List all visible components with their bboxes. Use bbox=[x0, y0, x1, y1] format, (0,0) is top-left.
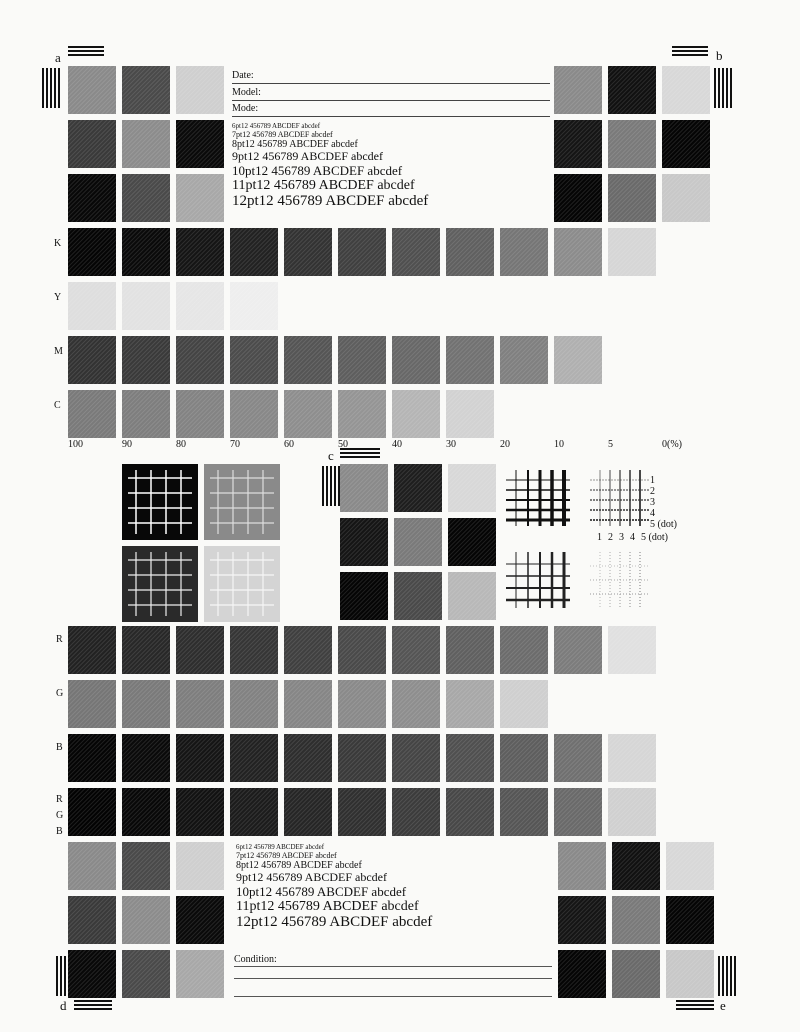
date-field bbox=[232, 70, 550, 84]
k-patch bbox=[338, 228, 386, 276]
patch bbox=[448, 572, 496, 620]
b-patch bbox=[284, 734, 332, 782]
k-patch bbox=[284, 228, 332, 276]
m-patch bbox=[338, 336, 386, 384]
percent-label: 90 bbox=[122, 439, 132, 450]
text-sample-9pt: 9pt12 456789 ABCDEF abcdef bbox=[232, 149, 383, 164]
row-label-rgb-r: R bbox=[56, 794, 63, 805]
m-patch bbox=[230, 336, 278, 384]
m-patch bbox=[554, 336, 602, 384]
k-patch bbox=[500, 228, 548, 276]
dot-scale-vertical-1: 1 bbox=[650, 475, 655, 486]
c-patch bbox=[68, 390, 116, 438]
row-label-b: B bbox=[56, 742, 63, 753]
patch bbox=[340, 572, 388, 620]
mode-field bbox=[232, 103, 550, 117]
patch bbox=[554, 66, 602, 114]
corner-label-c: c bbox=[328, 448, 334, 463]
patch bbox=[662, 120, 710, 168]
patch bbox=[122, 120, 170, 168]
calibration-mark-d bbox=[74, 1000, 112, 1012]
k-patch bbox=[446, 228, 494, 276]
patch bbox=[122, 896, 170, 944]
patch bbox=[612, 950, 660, 998]
patch bbox=[176, 120, 224, 168]
patch bbox=[68, 896, 116, 944]
m-patch bbox=[284, 336, 332, 384]
r-patch bbox=[176, 626, 224, 674]
b-patch bbox=[176, 734, 224, 782]
b-patch bbox=[554, 734, 602, 782]
corner-label-e: e bbox=[720, 998, 726, 1013]
calibration-bars-e bbox=[718, 956, 736, 996]
k-patch bbox=[122, 228, 170, 276]
patch bbox=[176, 174, 224, 222]
calibration-mark-b bbox=[672, 46, 708, 58]
text-sample-block-bottom bbox=[236, 844, 432, 931]
grid-pattern-white-on-dark bbox=[122, 546, 198, 622]
patch bbox=[448, 518, 496, 566]
k-patch bbox=[392, 228, 440, 276]
rgb-patch bbox=[122, 788, 170, 836]
y-patch bbox=[122, 282, 170, 330]
text-sample-11pt: 11pt12 456789 ABCDEF abcdef bbox=[236, 898, 419, 914]
percent-label: 30 bbox=[446, 439, 456, 450]
grid-pattern-white-on-black bbox=[122, 464, 198, 540]
r-patch bbox=[230, 626, 278, 674]
patch bbox=[176, 896, 224, 944]
percent-label: 70 bbox=[230, 439, 240, 450]
r-patch bbox=[392, 626, 440, 674]
rgb-patch bbox=[338, 788, 386, 836]
percent-label: 10 bbox=[554, 439, 564, 450]
percent-label: 0(%) bbox=[662, 439, 682, 450]
patch bbox=[176, 950, 224, 998]
dot-scale-horizontal-3: 3 bbox=[619, 532, 624, 543]
row-label-k: K bbox=[54, 238, 62, 249]
c-patch bbox=[446, 390, 494, 438]
rgb-patch bbox=[446, 788, 494, 836]
patch bbox=[122, 174, 170, 222]
calibration-bars-a bbox=[42, 68, 60, 108]
rgb-patch bbox=[500, 788, 548, 836]
rgb-patch bbox=[176, 788, 224, 836]
row-label-rgb-g: G bbox=[56, 810, 64, 821]
dot-scale-horizontal-5: 5 (dot) bbox=[641, 532, 668, 543]
patch bbox=[340, 464, 388, 512]
m-patch bbox=[68, 336, 116, 384]
b-patch bbox=[392, 734, 440, 782]
patch bbox=[122, 950, 170, 998]
condition-line bbox=[234, 978, 552, 979]
line-pattern-thin bbox=[590, 470, 650, 526]
c-patch bbox=[230, 390, 278, 438]
r-patch bbox=[554, 626, 602, 674]
percent-label: 100 bbox=[68, 439, 83, 450]
model-field bbox=[232, 87, 550, 101]
patch bbox=[666, 950, 714, 998]
patch bbox=[666, 842, 714, 890]
r-patch bbox=[446, 626, 494, 674]
b-patch bbox=[122, 734, 170, 782]
calibration-mark-e bbox=[676, 1000, 714, 1012]
patch bbox=[558, 842, 606, 890]
row-label-r: R bbox=[56, 634, 63, 645]
r-patch bbox=[284, 626, 332, 674]
patch bbox=[68, 66, 116, 114]
rgb-patch bbox=[608, 788, 656, 836]
b-patch bbox=[608, 734, 656, 782]
patch bbox=[394, 464, 442, 512]
condition-field bbox=[234, 954, 552, 967]
patch bbox=[608, 66, 656, 114]
b-patch bbox=[446, 734, 494, 782]
dot-scale-horizontal-2: 2 bbox=[608, 532, 613, 543]
text-sample-7pt: 7pt12 456789 ABCDEF abcdef bbox=[232, 129, 333, 139]
text-sample-9pt: 9pt12 456789 ABCDEF abcdef bbox=[236, 870, 387, 885]
g-patch bbox=[446, 680, 494, 728]
b-patch bbox=[230, 734, 278, 782]
patch bbox=[68, 120, 116, 168]
g-patch bbox=[122, 680, 170, 728]
c-patch bbox=[338, 390, 386, 438]
calibration-bars-c bbox=[322, 466, 340, 506]
r-patch bbox=[500, 626, 548, 674]
k-patch bbox=[68, 228, 116, 276]
date-label: Date: bbox=[232, 70, 254, 81]
y-patch bbox=[230, 282, 278, 330]
y-patch bbox=[68, 282, 116, 330]
text-sample-8pt: 8pt12 456789 ABCDEF abcdef bbox=[236, 860, 362, 872]
grid-pattern-white-on-gray bbox=[204, 464, 280, 540]
rgb-patch bbox=[68, 788, 116, 836]
patch bbox=[608, 120, 656, 168]
row-label-g: G bbox=[56, 688, 64, 699]
r-patch bbox=[68, 626, 116, 674]
patch bbox=[558, 950, 606, 998]
patch bbox=[662, 174, 710, 222]
row-label-m: M bbox=[54, 346, 63, 357]
percent-label: 50 bbox=[338, 439, 348, 450]
g-patch bbox=[338, 680, 386, 728]
b-patch bbox=[338, 734, 386, 782]
r-patch bbox=[122, 626, 170, 674]
text-sample-10pt: 10pt12 456789 ABCDEF abcdef bbox=[232, 162, 403, 178]
text-sample-12pt: 12pt12 456789 ABCDEF abcdef bbox=[236, 914, 433, 931]
patch bbox=[554, 120, 602, 168]
percent-label: 60 bbox=[284, 439, 294, 450]
g-patch bbox=[68, 680, 116, 728]
rgb-patch bbox=[554, 788, 602, 836]
percent-label: 80 bbox=[176, 439, 186, 450]
patch bbox=[176, 66, 224, 114]
c-patch bbox=[284, 390, 332, 438]
text-sample-10pt: 10pt12 456789 ABCDEF abcdef bbox=[236, 883, 407, 899]
percent-label: 5 bbox=[608, 439, 613, 450]
line-pattern-thick bbox=[506, 470, 570, 526]
row-label-rgb-b: B bbox=[56, 826, 63, 837]
k-patch bbox=[608, 228, 656, 276]
text-sample-7pt: 7pt12 456789 ABCDEF abcdef bbox=[236, 850, 337, 860]
patch bbox=[666, 896, 714, 944]
text-sample-8pt: 8pt12 456789 ABCDEF abcdef bbox=[232, 139, 358, 151]
patch bbox=[662, 66, 710, 114]
patch bbox=[612, 896, 660, 944]
b-patch bbox=[68, 734, 116, 782]
g-patch bbox=[176, 680, 224, 728]
g-patch bbox=[500, 680, 548, 728]
patch bbox=[558, 896, 606, 944]
percent-label: 20 bbox=[500, 439, 510, 450]
condition-line bbox=[234, 996, 552, 997]
b-patch bbox=[500, 734, 548, 782]
text-sample-6pt: 6pt12 456789 ABCDEF abcdef bbox=[236, 843, 325, 851]
patch bbox=[608, 174, 656, 222]
corner-label-a: a bbox=[55, 50, 61, 65]
row-label-y: Y bbox=[54, 292, 62, 303]
patch bbox=[176, 842, 224, 890]
corner-label-b: b bbox=[716, 48, 723, 63]
patch bbox=[612, 842, 660, 890]
g-patch bbox=[284, 680, 332, 728]
text-sample-12pt: 12pt12 456789 ABCDEF abcdef bbox=[232, 193, 429, 210]
rgb-patch bbox=[230, 788, 278, 836]
corner-label-d: d bbox=[60, 998, 67, 1013]
text-sample-block-top bbox=[232, 123, 428, 210]
dot-scale-vertical-3: 3 bbox=[650, 497, 655, 508]
m-patch bbox=[446, 336, 494, 384]
c-patch bbox=[176, 390, 224, 438]
dot-scale-vertical-4: 4 bbox=[650, 508, 655, 519]
percent-label: 40 bbox=[392, 439, 402, 450]
text-sample-11pt: 11pt12 456789 ABCDEF abcdef bbox=[232, 177, 415, 193]
patch bbox=[68, 174, 116, 222]
text-sample-6pt: 6pt12 456789 ABCDEF abcdef bbox=[232, 122, 321, 130]
c-patch bbox=[122, 390, 170, 438]
patch bbox=[554, 174, 602, 222]
dot-scale-horizontal-4: 4 bbox=[630, 532, 635, 543]
rgb-patch bbox=[284, 788, 332, 836]
k-patch bbox=[554, 228, 602, 276]
dot-scale-vertical-5: 5 (dot) bbox=[650, 519, 677, 530]
m-patch bbox=[500, 336, 548, 384]
patch bbox=[394, 572, 442, 620]
patch bbox=[448, 464, 496, 512]
m-patch bbox=[392, 336, 440, 384]
k-patch bbox=[176, 228, 224, 276]
model-label: Model: bbox=[232, 87, 261, 98]
m-patch bbox=[122, 336, 170, 384]
y-patch bbox=[176, 282, 224, 330]
c-patch bbox=[392, 390, 440, 438]
patch bbox=[394, 518, 442, 566]
g-patch bbox=[230, 680, 278, 728]
patch bbox=[340, 518, 388, 566]
mode-label: Mode: bbox=[232, 103, 259, 114]
line-pattern-faint bbox=[590, 552, 650, 608]
g-patch bbox=[392, 680, 440, 728]
condition-label: Condition: bbox=[234, 954, 277, 965]
patch bbox=[68, 950, 116, 998]
r-patch bbox=[608, 626, 656, 674]
patch bbox=[122, 66, 170, 114]
calibration-mark-a bbox=[68, 46, 104, 58]
dot-scale-horizontal-1: 1 bbox=[597, 532, 602, 543]
row-label-c: C bbox=[54, 400, 61, 411]
dot-scale-vertical-2: 2 bbox=[650, 486, 655, 497]
m-patch bbox=[176, 336, 224, 384]
r-patch bbox=[338, 626, 386, 674]
patch bbox=[122, 842, 170, 890]
k-patch bbox=[230, 228, 278, 276]
line-pattern-medium bbox=[506, 552, 570, 608]
grid-pattern-white-on-light bbox=[204, 546, 280, 622]
rgb-patch bbox=[392, 788, 440, 836]
calibration-bars-b bbox=[714, 68, 732, 108]
patch bbox=[68, 842, 116, 890]
